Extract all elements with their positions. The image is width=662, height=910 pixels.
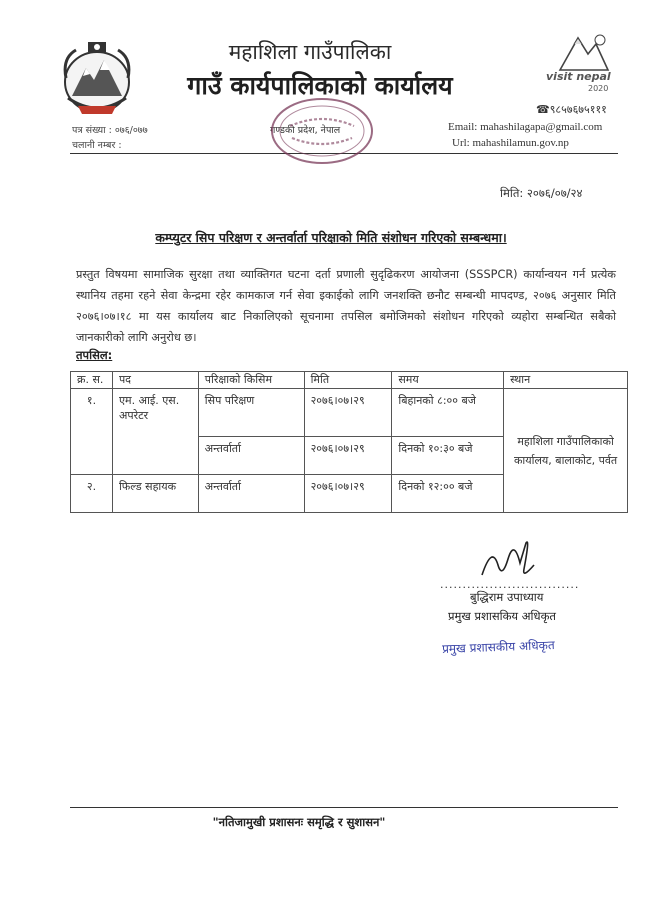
row2-time: दिनको १२:०० बजे [392,475,504,513]
municipality-name: महाशिला गाउँपालिका [228,40,392,64]
exam-location: महाशिला गाउँपालिकाको कार्यालय, बालाकोट, पर्वत [504,389,628,513]
office-name: गाउँ कार्यपालिकाको कार्यालय [187,71,453,100]
letter-body: प्रस्तुत विषयमा सामाजिक सुरक्षा तथा व्याक्तिगत घटना दर्ता प्रणाली सुदृढिकरण आयोजना (SSSPCR) कार्यान्वयन गर्न प्रत्येक स्थानिय तहमा रहने सेवा केन्द्रमा रहेर कामकाज गर्न सेवा इकाईको लागि जनशक्ति छनौट सम्बन्धी मापदण्ड, २०७६ अनुसार मिति २०७६।०७।१८ मा यस कार्यालय बाट निकालिएको सूचनामा तपसिल बमोजिमको संशोधन गरिएको व्यहोरा सम्बन्धित सबैको जानकारीको लागि अनुरोध छ। [76,268,616,344]
tapsil-heading: तपसिल: [76,348,113,362]
row2-date: २०७६।०७।२९ [304,475,392,513]
phone-number: ☎९८५७६७५१११ [536,103,607,116]
visit-logo-text: visit nepal [546,70,611,83]
header-location: स्थान [504,372,628,389]
website-url: Url: mahashilamun.gov.np [452,137,569,149]
blue-designation-stamp: प्रमुख प्रशासकीय अधिकृत [441,638,555,656]
row1a-date: २०७६।०७।२९ [304,389,392,437]
visit-nepal-logo [540,30,620,100]
nepal-emblem-icon [58,38,136,120]
footer-motto: "नतिजामुखी प्रशासनः समृद्धि र सुशासन" [212,815,386,829]
row1a-time: बिहानको ८:०० बजे [392,389,504,437]
row1b-type: अन्तर्वार्ता [198,437,304,475]
row1a-type: सिप परिक्षण [198,389,304,437]
header-time: समय [392,372,504,389]
signature-line: ............................... [440,578,580,591]
row2-sn: २. [71,475,113,513]
row2-type: अन्तर्वार्ता [198,475,304,513]
row1-post: एम. आई. एस. अपरेटर [112,389,198,475]
letter-subject: कम्प्युटर सिप परिक्षण र अन्तर्वार्ता परिक्षाको मिति संशोधन गरिएको सम्बन्धमा। [155,230,507,245]
row1b-time: दिनको १०:३० बजे [392,437,504,475]
row1b-date: २०७६।०७।२९ [304,437,392,475]
province-label: गण्डकी प्रदेश, नेपाल [270,125,341,136]
header-exam-type: परिक्षाको किसिम [198,372,304,389]
letter-date: मिति: २०७६/०७/२४ [500,186,583,200]
row2-post: फिल्ड सहायक [112,475,198,513]
office-stamp-icon [268,96,376,166]
header-post: पद [112,372,198,389]
patra-sankhya: पत्र संख्या : ०७६/०७७ [72,125,148,136]
signatory-title: प्रमुख प्रशासकिय अधिकृत [448,609,556,623]
chalani-number: चलानी नम्बर : [72,140,122,151]
footer-divider [70,807,618,808]
visit-logo-year: 2020 [588,84,609,93]
table-header-row [71,372,628,389]
table-row [71,389,628,437]
signatory-name: बुद्धिराम उपाध्याय [470,590,544,604]
row1-sn: १. [71,389,113,475]
header-sn: क्र. स. [71,372,113,389]
email-address: Email: mahashilagapa@gmail.com [448,121,603,133]
schedule-table [70,371,628,513]
header-date: मिति [304,372,392,389]
